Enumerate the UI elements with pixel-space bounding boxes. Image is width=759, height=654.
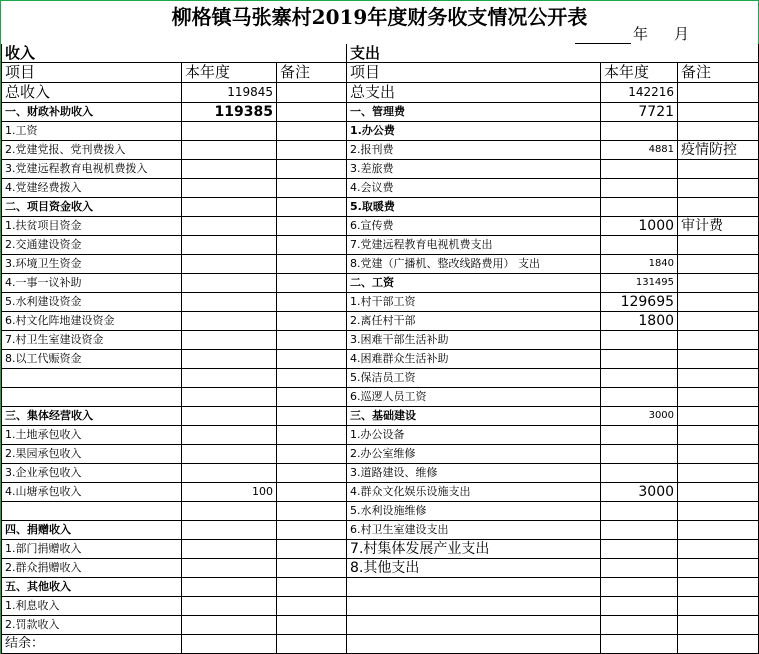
income-value-cell[interactable]: [182, 407, 277, 426]
table-row: [2, 293, 759, 312]
income-note-cell[interactable]: [277, 502, 347, 521]
income-year-header[interactable]: 本年度: [182, 63, 277, 83]
expense-item-cell[interactable]: 1.办公设备: [347, 426, 601, 445]
table-row: [2, 616, 759, 635]
income-value-cell[interactable]: [182, 445, 277, 464]
expense-value-cell[interactable]: [601, 179, 678, 198]
income-item-cell[interactable]: [2, 369, 182, 388]
date-line: [575, 23, 689, 44]
expense-item-cell[interactable]: 2.报刊费: [347, 141, 601, 160]
income-value-cell[interactable]: [182, 502, 277, 521]
table-row: [2, 217, 759, 236]
expense-value-cell[interactable]: [601, 160, 678, 179]
expense-value-cell[interactable]: [601, 502, 678, 521]
income-item-cell[interactable]: 2.交通建设资金: [2, 236, 182, 255]
table-row: [2, 331, 759, 350]
table-row: [2, 502, 759, 521]
income-value-cell[interactable]: [182, 388, 277, 407]
income-note-cell[interactable]: [277, 388, 347, 407]
expense-item-cell[interactable]: 3.差旅费: [347, 160, 601, 179]
expense-item-cell[interactable]: 1.办公费: [347, 122, 601, 141]
income-item-cell[interactable]: 3.党建远程教育电视机费拨入: [2, 160, 182, 179]
table-row: [2, 521, 759, 540]
expense-item-cell[interactable]: 2.办公室维修: [347, 445, 601, 464]
income-item-cell[interactable]: 一、财政补助收入: [2, 103, 182, 122]
income-item-cell[interactable]: [2, 388, 182, 407]
total-income-label[interactable]: 总收入: [2, 83, 182, 103]
income-item-cell[interactable]: 4.一事一议补助: [2, 274, 182, 293]
table-row: [2, 578, 759, 597]
expense-note-header[interactable]: 备注: [678, 63, 759, 83]
expense-item-cell[interactable]: [347, 597, 601, 616]
table-row: [2, 236, 759, 255]
expense-value-cell[interactable]: 4881: [601, 141, 678, 160]
page-title: 柳格镇马张寨村2019年度财务收支情况公开表: [171, 5, 588, 29]
income-value-cell[interactable]: [182, 350, 277, 369]
income-value-cell[interactable]: [182, 312, 277, 331]
expense-value-cell[interactable]: [601, 616, 678, 635]
income-note-cell[interactable]: [277, 141, 347, 160]
expense-item-cell[interactable]: 4.会议费: [347, 179, 601, 198]
expense-header[interactable]: 支出: [347, 44, 759, 63]
expense-item-cell[interactable]: 5.取暖费: [347, 198, 601, 217]
total-income-note[interactable]: [277, 83, 347, 103]
income-note-cell[interactable]: [277, 103, 347, 122]
income-value-cell[interactable]: [182, 578, 277, 597]
income-value-cell[interactable]: [182, 236, 277, 255]
table-row: [2, 369, 759, 388]
income-note-cell[interactable]: [277, 369, 347, 388]
table-row: [2, 255, 759, 274]
expense-item-cell[interactable]: 4.群众文化娱乐设施支出: [347, 483, 601, 502]
expense-note-cell[interactable]: [678, 445, 759, 464]
expense-note-cell[interactable]: [678, 198, 759, 217]
income-item-cell[interactable]: 四、捐赠收入: [2, 521, 182, 540]
year-label: 年: [633, 25, 649, 43]
expense-value-cell[interactable]: 7721: [601, 103, 678, 122]
expense-note-cell[interactable]: [678, 103, 759, 122]
finance-table: [1, 44, 759, 654]
expense-item-cell[interactable]: 6.巡逻人员工资: [347, 388, 601, 407]
expense-value-cell[interactable]: 1840: [601, 255, 678, 274]
expense-value-cell[interactable]: [601, 445, 678, 464]
expense-item-cell[interactable]: 7.村集体发展产业支出: [347, 540, 601, 559]
totals-row: [2, 83, 759, 103]
expense-value-cell[interactable]: 131495: [601, 274, 678, 293]
table-row: [2, 540, 759, 559]
expense-item-cell[interactable]: 1.村干部工资: [347, 293, 601, 312]
month-label: 月: [674, 25, 690, 43]
expense-item-cell[interactable]: 6.村卫生室建设支出: [347, 521, 601, 540]
income-value-cell[interactable]: [182, 559, 277, 578]
income-item-cell[interactable]: 5.水利建设资金: [2, 293, 182, 312]
balance-empty-cell[interactable]: [601, 635, 678, 654]
expense-note-cell[interactable]: [678, 312, 759, 331]
expense-note-cell[interactable]: [678, 255, 759, 274]
income-value-cell[interactable]: [182, 198, 277, 217]
income-value-cell[interactable]: [182, 464, 277, 483]
income-note-cell[interactable]: [277, 426, 347, 445]
income-value-cell[interactable]: [182, 331, 277, 350]
table-row: [2, 179, 759, 198]
income-note-cell[interactable]: [277, 274, 347, 293]
income-value-cell[interactable]: [182, 255, 277, 274]
expense-note-cell[interactable]: [678, 293, 759, 312]
expense-note-cell[interactable]: [678, 179, 759, 198]
income-note-cell[interactable]: [277, 293, 347, 312]
table-row: [2, 350, 759, 369]
expense-note-cell[interactable]: [678, 597, 759, 616]
income-value-cell[interactable]: [182, 141, 277, 160]
income-note-header[interactable]: 备注: [277, 63, 347, 83]
income-note-cell[interactable]: [277, 255, 347, 274]
year-blank: [575, 29, 631, 44]
expense-note-cell[interactable]: [678, 274, 759, 293]
income-value-cell[interactable]: 119385: [182, 103, 277, 122]
section-header-row: [2, 44, 759, 63]
income-value-cell[interactable]: [182, 616, 277, 635]
income-item-cell[interactable]: 6.村文化阵地建设资金: [2, 312, 182, 331]
income-note-cell[interactable]: [277, 521, 347, 540]
expense-value-cell[interactable]: [601, 236, 678, 255]
expense-note-cell[interactable]: [678, 236, 759, 255]
balance-empty-cell[interactable]: [277, 635, 347, 654]
expense-value-cell[interactable]: [601, 350, 678, 369]
income-item-cell[interactable]: 3.环境卫生资金: [2, 255, 182, 274]
income-note-cell[interactable]: [277, 407, 347, 426]
expense-value-cell[interactable]: [601, 198, 678, 217]
expense-value-cell[interactable]: [601, 521, 678, 540]
expense-item-cell[interactable]: 一、管理费: [347, 103, 601, 122]
income-item-cell[interactable]: 8.以工代赈资金: [2, 350, 182, 369]
income-note-cell[interactable]: [277, 350, 347, 369]
expense-note-cell[interactable]: 疫情防控: [678, 141, 759, 160]
balance-label[interactable]: 结余：: [2, 635, 182, 654]
income-item-cell[interactable]: 7.村卫生室建设资金: [2, 331, 182, 350]
expense-note-cell[interactable]: [678, 407, 759, 426]
expense-note-cell[interactable]: [678, 350, 759, 369]
expense-value-cell[interactable]: 3000: [601, 407, 678, 426]
expense-value-cell[interactable]: [601, 331, 678, 350]
income-item-cell[interactable]: 1.土地承包收入: [2, 426, 182, 445]
expense-note-cell[interactable]: [678, 369, 759, 388]
expense-note-cell[interactable]: [678, 559, 759, 578]
income-value-cell[interactable]: 100: [182, 483, 277, 502]
income-note-cell[interactable]: [277, 217, 347, 236]
income-item-cell[interactable]: 2.党建党报、党刊费拨入: [2, 141, 182, 160]
income-note-cell[interactable]: [277, 597, 347, 616]
expense-note-cell[interactable]: [678, 388, 759, 407]
income-note-cell[interactable]: [277, 540, 347, 559]
income-note-cell[interactable]: [277, 331, 347, 350]
expense-note-cell[interactable]: [678, 122, 759, 141]
expense-item-cell[interactable]: [347, 578, 601, 597]
income-note-cell[interactable]: [277, 445, 347, 464]
column-header-row: [2, 63, 759, 83]
income-value-cell[interactable]: [182, 369, 277, 388]
income-item-cell[interactable]: 2.罚款收入: [2, 616, 182, 635]
income-value-cell[interactable]: [182, 597, 277, 616]
income-value-cell[interactable]: [182, 293, 277, 312]
table-row: [2, 464, 759, 483]
table-row: [2, 445, 759, 464]
expense-item-cell[interactable]: 8.党建（广播机、整改线路费用） 支出: [347, 255, 601, 274]
income-item-cell[interactable]: [2, 502, 182, 521]
balance-row: [2, 635, 759, 654]
expense-value-cell[interactable]: [601, 122, 678, 141]
income-item-cell[interactable]: 4.党建经费拨入: [2, 179, 182, 198]
table-row: [2, 597, 759, 616]
income-item-cell[interactable]: 2.群众捐赠收入: [2, 559, 182, 578]
income-item-cell[interactable]: 1.部门捐赠收入: [2, 540, 182, 559]
expense-note-cell[interactable]: [678, 483, 759, 502]
expense-note-cell[interactable]: 审计费: [678, 217, 759, 236]
income-value-cell[interactable]: [182, 122, 277, 141]
expense-item-cell[interactable]: 3.道路建设、维修: [347, 464, 601, 483]
income-item-cell[interactable]: 4.山塘承包收入: [2, 483, 182, 502]
income-item-cell[interactable]: 3.企业承包收入: [2, 464, 182, 483]
income-item-cell[interactable]: 三、集体经营收入: [2, 407, 182, 426]
income-item-cell[interactable]: 1.工资: [2, 122, 182, 141]
table-row: [2, 559, 759, 578]
expense-value-cell[interactable]: [601, 464, 678, 483]
income-value-cell[interactable]: [182, 426, 277, 445]
expense-note-cell[interactable]: [678, 616, 759, 635]
expense-value-cell[interactable]: [601, 597, 678, 616]
income-value-cell[interactable]: [182, 217, 277, 236]
income-value-cell[interactable]: [182, 521, 277, 540]
table-row: [2, 103, 759, 122]
expense-note-cell[interactable]: [678, 160, 759, 179]
expense-item-cell[interactable]: 8.其他支出: [347, 559, 601, 578]
table-row: [2, 407, 759, 426]
expense-item-cell[interactable]: 4.困难群众生活补助: [347, 350, 601, 369]
income-item-cell[interactable]: 1.扶贫项目资金: [2, 217, 182, 236]
expense-value-cell[interactable]: [601, 540, 678, 559]
income-item-cell[interactable]: 1.利息收入: [2, 597, 182, 616]
table-row: [2, 483, 759, 502]
table-row: [2, 122, 759, 141]
expense-note-cell[interactable]: [678, 426, 759, 445]
income-note-cell[interactable]: [277, 179, 347, 198]
total-expense-label[interactable]: 总支出: [347, 83, 601, 103]
expense-note-cell[interactable]: [678, 578, 759, 597]
table-row: [2, 198, 759, 217]
income-item-header[interactable]: 项目: [2, 63, 182, 83]
expense-value-cell[interactable]: 129695: [601, 293, 678, 312]
balance-empty-cell[interactable]: [678, 635, 759, 654]
income-item-cell[interactable]: 二、项目资金收入: [2, 198, 182, 217]
table-row: [2, 160, 759, 179]
income-note-cell[interactable]: [277, 122, 347, 141]
expense-note-cell[interactable]: [678, 502, 759, 521]
expense-note-cell[interactable]: [678, 331, 759, 350]
expense-value-cell[interactable]: [601, 559, 678, 578]
expense-item-header[interactable]: 项目: [347, 63, 601, 83]
expense-item-cell[interactable]: 6.宣传费: [347, 217, 601, 236]
table-row: [2, 141, 759, 160]
expense-item-cell[interactable]: 7.党建远程教育电视机费支出: [347, 236, 601, 255]
expense-item-cell[interactable]: 三、基础建设: [347, 407, 601, 426]
income-note-cell[interactable]: [277, 578, 347, 597]
expense-note-cell[interactable]: [678, 464, 759, 483]
income-note-cell[interactable]: [277, 616, 347, 635]
income-item-cell[interactable]: 2.果园承包收入: [2, 445, 182, 464]
table-row: [2, 274, 759, 293]
expense-value-cell[interactable]: 1000: [601, 217, 678, 236]
expense-value-cell[interactable]: [601, 388, 678, 407]
expense-note-cell[interactable]: [678, 540, 759, 559]
income-note-cell[interactable]: [277, 160, 347, 179]
table-row: [2, 388, 759, 407]
income-value-cell[interactable]: [182, 540, 277, 559]
balance-empty-cell[interactable]: [347, 635, 601, 654]
income-note-cell[interactable]: [277, 464, 347, 483]
income-value-cell[interactable]: [182, 179, 277, 198]
income-note-cell[interactable]: [277, 198, 347, 217]
income-note-cell[interactable]: [277, 483, 347, 502]
expense-value-cell[interactable]: [601, 426, 678, 445]
balance-empty-cell[interactable]: [182, 635, 277, 654]
income-item-cell[interactable]: 五、其他收入: [2, 578, 182, 597]
total-expense-value[interactable]: 142216: [601, 83, 678, 103]
expense-item-cell[interactable]: 3.困难干部生活补助: [347, 331, 601, 350]
total-income-value[interactable]: 119845: [182, 83, 277, 103]
income-note-cell[interactable]: [277, 559, 347, 578]
expense-item-cell[interactable]: 2.离任村干部: [347, 312, 601, 331]
total-expense-note[interactable]: [678, 83, 759, 103]
income-note-cell[interactable]: [277, 312, 347, 331]
table-row: [2, 426, 759, 445]
expense-item-cell[interactable]: [347, 616, 601, 635]
income-header[interactable]: 收入: [2, 44, 347, 63]
expense-value-cell[interactable]: [601, 369, 678, 388]
expense-item-cell[interactable]: 5.水利设施维修: [347, 502, 601, 521]
expense-item-cell[interactable]: 二、工资: [347, 274, 601, 293]
income-value-cell[interactable]: [182, 274, 277, 293]
income-value-cell[interactable]: [182, 160, 277, 179]
expense-value-cell[interactable]: [601, 578, 678, 597]
table-row: [2, 312, 759, 331]
expense-note-cell[interactable]: [678, 521, 759, 540]
income-note-cell[interactable]: [277, 236, 347, 255]
expense-item-cell[interactable]: 5.保洁员工资: [347, 369, 601, 388]
expense-value-cell[interactable]: 1800: [601, 312, 678, 331]
expense-year-header[interactable]: 本年度: [601, 63, 678, 83]
expense-value-cell[interactable]: 3000: [601, 483, 678, 502]
